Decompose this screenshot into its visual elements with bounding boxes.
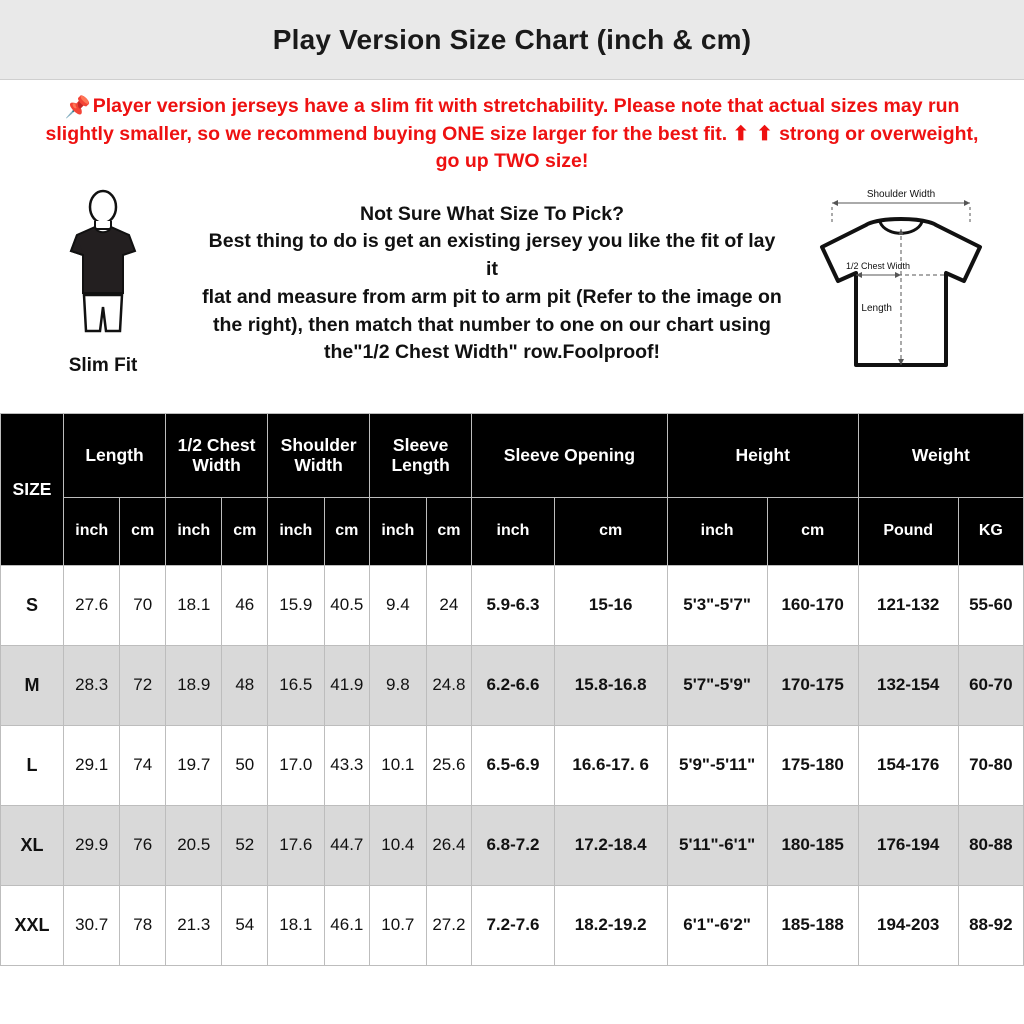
cell-height-cm: 170-175 (767, 645, 858, 725)
cell-length-in: 27.6 (63, 565, 119, 645)
header-half-chest-line2: Width (192, 455, 241, 476)
cell-length-cm: 72 (120, 645, 166, 725)
cell-height-cm: 160-170 (767, 565, 858, 645)
unit-opening-cm: cm (554, 497, 667, 565)
header-sleeve-length-line1: Sleeve (392, 435, 449, 456)
cell-size: XXL (1, 885, 64, 965)
cell-height-cm: 175-180 (767, 725, 858, 805)
notice-block (0, 80, 1024, 181)
cell-length-cm: 74 (120, 725, 166, 805)
header-shoulder-width (268, 413, 370, 497)
table-unit-header-row (1, 497, 1024, 565)
cell-shoulder-cm: 41.9 (324, 645, 370, 725)
unit-length-cm: cm (120, 497, 166, 565)
cell-height-in: 6'1"-6'2" (667, 885, 767, 965)
cell-sleevelen-in: 9.8 (370, 645, 426, 725)
cell-shoulder-in: 17.6 (268, 805, 324, 885)
cell-shoulder-cm: 44.7 (324, 805, 370, 885)
cell-shoulder-in: 15.9 (268, 565, 324, 645)
cell-weight-kg: 88-92 (958, 885, 1023, 965)
cell-sleevelen-in: 10.4 (370, 805, 426, 885)
cell-shoulder-in: 16.5 (268, 645, 324, 725)
cell-opening-cm: 15-16 (554, 565, 667, 645)
cell-sleevelen-cm: 27.2 (426, 885, 472, 965)
cell-weight-lb: 194-203 (858, 885, 958, 965)
unit-shoulder-cm: cm (324, 497, 370, 565)
notice-text-1: Player version jerseys have a slim fit with stretchability. Please note that actual sizes may run (92, 95, 960, 117)
cell-height-in: 5'9"-5'11" (667, 725, 767, 805)
cell-height-in: 5'11"-6'1" (667, 805, 767, 885)
cell-opening-in: 6.2-6.6 (472, 645, 555, 725)
notice-line-3: go up TWO size! (435, 149, 589, 172)
cell-shoulder-in: 18.1 (268, 885, 324, 965)
cell-opening-in: 7.2-7.6 (472, 885, 555, 965)
table-head (1, 413, 1024, 565)
cell-opening-cm: 15.8-16.8 (554, 645, 667, 725)
cell-chest-in: 19.7 (166, 725, 222, 805)
table-row (1, 725, 1024, 805)
header-half-chest-line1: 1/2 Chest (177, 435, 256, 456)
cell-sleevelen-cm: 26.4 (426, 805, 472, 885)
table-group-header-row (1, 413, 1024, 497)
sizing-body-line-2: flat and measure from arm pit to arm pit (Refer to the image on (202, 285, 782, 308)
header-shoulder-line1: Shoulder (280, 435, 357, 456)
cell-weight-kg: 70-80 (958, 725, 1023, 805)
cell-size: S (1, 565, 64, 645)
cell-height-in: 5'7"-5'9" (667, 645, 767, 725)
cell-chest-cm: 52 (222, 805, 268, 885)
cell-height-cm: 180-185 (767, 805, 858, 885)
length-label: Length (860, 302, 892, 314)
tshirt-measurement-diagram-icon (794, 189, 1009, 394)
header-weight: Weight (858, 413, 1023, 497)
cell-length-in: 28.3 (63, 645, 119, 725)
unit-chest-inch: inch (166, 497, 222, 565)
cell-height-in: 5'3"-5'7" (667, 565, 767, 645)
cell-opening-in: 6.5-6.9 (472, 725, 555, 805)
sizing-advice-text (198, 185, 786, 367)
header-height: Height (667, 413, 858, 497)
header-sleeve-length (370, 413, 472, 497)
cell-length-cm: 70 (120, 565, 166, 645)
sizing-body-line-4: the"1/2 Chest Width" row.Foolproof! (323, 341, 661, 364)
table-body (1, 565, 1024, 965)
cell-sleevelen-cm: 24 (426, 565, 472, 645)
info-band (0, 181, 1024, 413)
page-title-bar (0, 0, 1024, 80)
unit-length-inch: inch (63, 497, 119, 565)
header-length: Length (63, 413, 165, 497)
cell-chest-in: 18.1 (166, 565, 222, 645)
cell-opening-cm: 18.2-19.2 (554, 885, 667, 965)
cell-shoulder-cm: 46.1 (324, 885, 370, 965)
header-shoulder-line2: Width (294, 455, 343, 476)
cell-weight-kg: 60-70 (958, 645, 1023, 725)
sizing-body-line-3: the right), then match that number to one on our chart using (213, 313, 771, 336)
cell-weight-lb: 132-154 (858, 645, 958, 725)
header-sleeve-opening: Sleeve Opening (472, 413, 667, 497)
unit-shoulder-inch: inch (268, 497, 324, 565)
unit-height-inch: inch (667, 497, 767, 565)
notice-line-2 (14, 121, 1010, 148)
cell-chest-cm: 46 (222, 565, 268, 645)
cell-opening-in: 5.9-6.3 (472, 565, 555, 645)
cell-sleevelen-in: 10.7 (370, 885, 426, 965)
cell-size: M (1, 645, 64, 725)
sizing-body-line-1: Best thing to do is get an existing jersey you like the fit of lay it (208, 230, 776, 281)
shoulder-width-label: Shoulder Width (866, 188, 935, 200)
table-row (1, 565, 1024, 645)
pushpin-icon: 📌 (64, 96, 91, 119)
page-title: Play Version Size Chart (inch & cm) (272, 23, 752, 55)
table-row (1, 645, 1024, 725)
cell-chest-in: 18.9 (166, 645, 222, 725)
notice-text-2b: strong or overweight, (773, 122, 979, 145)
cell-shoulder-in: 17.0 (268, 725, 324, 805)
slim-fit-label: Slim Fit (68, 354, 138, 376)
cell-weight-lb: 154-176 (858, 725, 958, 805)
cell-weight-lb: 176-194 (858, 805, 958, 885)
cell-length-in: 29.9 (63, 805, 119, 885)
cell-chest-cm: 54 (222, 885, 268, 965)
unit-weight-kg: KG (958, 497, 1023, 565)
cell-sleevelen-cm: 25.6 (426, 725, 472, 805)
unit-opening-inch: inch (472, 497, 555, 565)
header-half-chest-width (166, 413, 268, 497)
sizing-question: Not Sure What Size To Pick? (359, 202, 624, 225)
cell-opening-cm: 17.2-18.4 (554, 805, 667, 885)
cell-chest-cm: 50 (222, 725, 268, 805)
slim-fit-illustration-block (8, 185, 198, 377)
up-arrows-icon: ⬆ ⬆ (732, 122, 774, 145)
size-chart-table (0, 413, 1024, 966)
cell-shoulder-cm: 40.5 (324, 565, 370, 645)
cell-length-cm: 76 (120, 805, 166, 885)
cell-opening-cm: 16.6-17. 6 (554, 725, 667, 805)
cell-length-in: 29.1 (63, 725, 119, 805)
header-sleeve-length-line2: Length (391, 455, 450, 476)
cell-weight-lb: 121-132 (858, 565, 958, 645)
notice-text-2a: slightly smaller, so we recommend buying ONE size larger for the best fit. (45, 122, 733, 145)
notice-line-1 (14, 92, 1010, 121)
unit-sleevelen-inch: inch (370, 497, 426, 565)
unit-weight-pound: Pound (858, 497, 958, 565)
cell-length-in: 30.7 (63, 885, 119, 965)
cell-sleevelen-cm: 24.8 (426, 645, 472, 725)
unit-sleevelen-cm: cm (426, 497, 472, 565)
half-chest-width-label: 1/2 Chest Width (845, 260, 910, 271)
cell-weight-kg: 55-60 (958, 565, 1023, 645)
cell-sleevelen-in: 9.4 (370, 565, 426, 645)
measurement-diagram-block (786, 185, 1016, 394)
cell-size: XL (1, 805, 64, 885)
table-row (1, 885, 1024, 965)
unit-height-cm: cm (767, 497, 858, 565)
unit-chest-cm: cm (222, 497, 268, 565)
cell-opening-in: 6.8-7.2 (472, 805, 555, 885)
cell-chest-in: 21.3 (166, 885, 222, 965)
cell-length-cm: 78 (120, 885, 166, 965)
slim-fit-figure-icon (43, 189, 163, 349)
cell-height-cm: 185-188 (767, 885, 858, 965)
header-size: SIZE (1, 413, 64, 565)
cell-weight-kg: 80-88 (958, 805, 1023, 885)
cell-shoulder-cm: 43.3 (324, 725, 370, 805)
cell-chest-cm: 48 (222, 645, 268, 725)
cell-sleevelen-in: 10.1 (370, 725, 426, 805)
cell-chest-in: 20.5 (166, 805, 222, 885)
cell-size: L (1, 725, 64, 805)
table-row (1, 805, 1024, 885)
